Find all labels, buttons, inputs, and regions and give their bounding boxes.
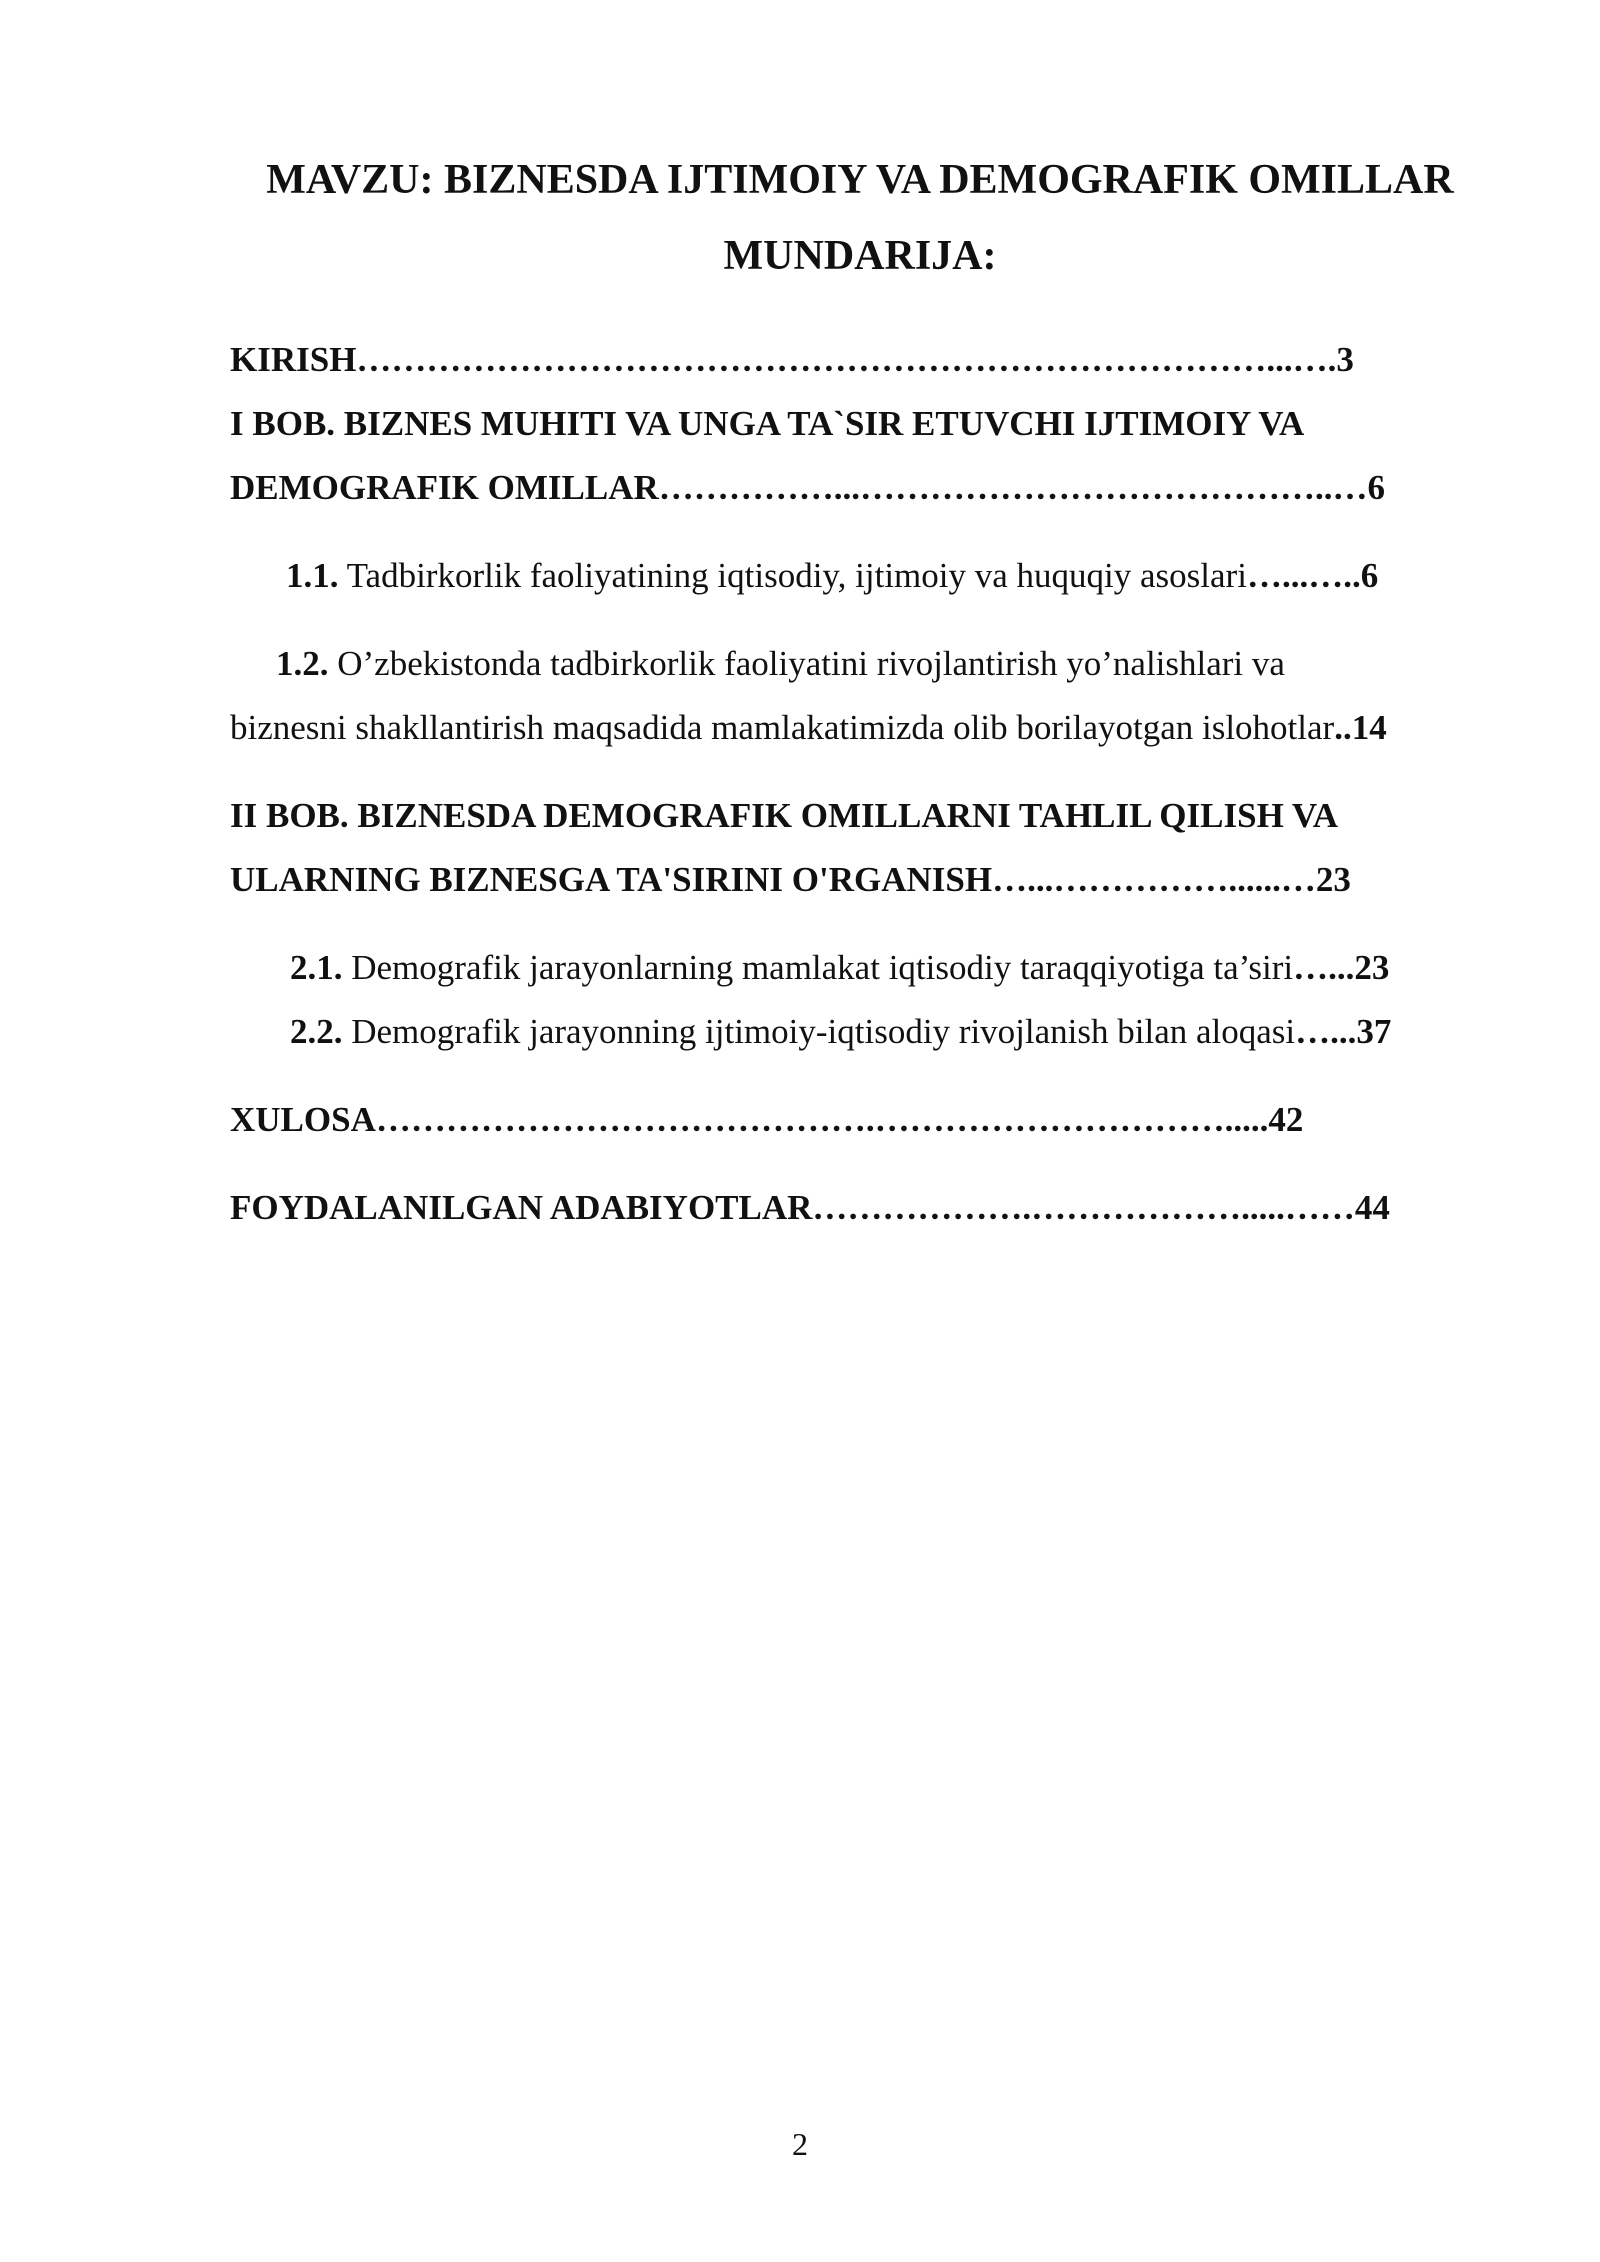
toc-entry-text: Tadbirkorlik faoliyatining iqtisodiy, ijtimoiy va huquqiy asoslari [338, 556, 1247, 595]
toc-entry-number: 2.2. [290, 1012, 343, 1051]
toc-entry-text: Demografik jarayonlarning mamlakat iqtisodiy taraqqiyotiga ta’siri [342, 948, 1294, 987]
toc-entry-bob1-line1: I BOB. BIZNES MUHITI VA UNGA TA`SIR ETUVCHI IJTIMOIY VA [230, 404, 1305, 443]
page-number: 2 [792, 2126, 808, 2162]
toc-entry-page: …...…..6 [1246, 556, 1379, 595]
toc-entry-page: …...23 [1293, 948, 1390, 987]
toc-entry-1-2-line2 [230, 704, 1480, 752]
toc-entry-text: Demografik jarayonning ijtimoiy-iqtisodiy rivojlanish bilan aloqasi [342, 1012, 1296, 1051]
toc-entry-bob1-line2: DEMOGRAFIK OMILLAR……………...…………………………………..…6 [230, 468, 1385, 507]
toc-heading: MUNDARIJA: [723, 233, 997, 279]
toc-entry-text: O’zbekistonda tadbirkorlik faoliyatini rivojlantirish yo’nalishlari va [328, 644, 1285, 683]
toc-entry-number: 1.2. [276, 644, 329, 683]
toc-entry-adabiyotlar: FOYDALANILGAN ADABIYOTLAR……………….……………….....……44 [230, 1188, 1390, 1227]
toc-entry-1-2-line1 [276, 640, 1526, 688]
toc-entry-bob2-line1: II BOB. BIZNESDA DEMOGRAFIK OMILLARNI TAHLIL QILISH VA [230, 796, 1338, 835]
toc-entry-page: …...37 [1295, 1012, 1392, 1051]
toc-entry-xulosa: XULOSA…………………………………….………………………….....42 [230, 1100, 1304, 1139]
toc-entry-number: 1.1. [286, 556, 339, 595]
document-title: MAVZU: BIZNESDA IJTIMOIY VA DEMOGRAFIK OMILLAR [266, 157, 1454, 203]
toc-entry-bob2-line2: ULARNING BIZNESGA TA'SIRINI O'RGANISH…...……………......…23 [230, 860, 1351, 899]
toc-entry-1-1 [286, 552, 1536, 600]
toc-entry-number: 2.1. [290, 948, 343, 987]
toc-entry-2-2 [290, 1008, 1540, 1056]
toc-entry-text: biznesni shakllantirish maqsadida mamlakatimizda olib borilayotgan islohotlar [230, 708, 1335, 747]
toc-entry-2-1 [290, 944, 1540, 992]
toc-entry-kirish: KIRISH……………………………………………………………………...….3 [230, 340, 1354, 379]
toc-entry-page: ..14 [1334, 708, 1387, 747]
